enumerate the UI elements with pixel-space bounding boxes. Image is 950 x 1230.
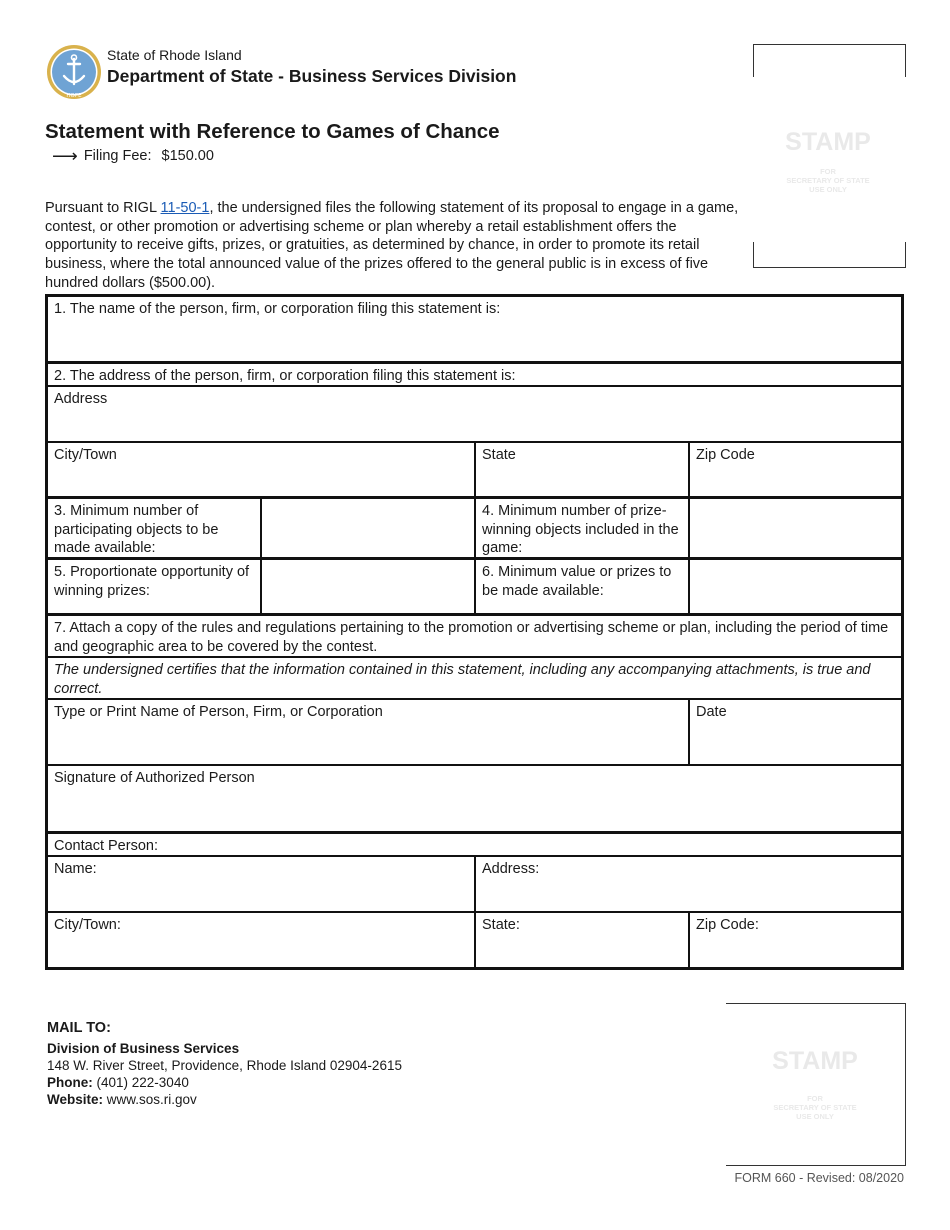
stamp-note-bottom-line2: SECRETARY OF STATE xyxy=(773,1103,857,1112)
stamp-note-top xyxy=(758,167,898,194)
filing-fee-amount: $150.00 xyxy=(161,148,214,164)
mail-to-heading: MAIL TO: xyxy=(47,1020,111,1036)
field-q3-input[interactable] xyxy=(262,499,474,557)
mail-street: 148 W. River Street, Providence, Rhode Island 02904-2615 xyxy=(47,1058,402,1073)
state-seal-icon xyxy=(46,44,102,100)
form-table xyxy=(45,294,904,970)
field-q6-input[interactable] xyxy=(690,560,901,613)
mail-division: Division of Business Services xyxy=(47,1041,240,1056)
mail-website-label: Website: xyxy=(47,1092,104,1107)
intro-text-before: Pursuant to RIGL xyxy=(45,200,161,216)
field-address[interactable]: Address xyxy=(54,391,108,407)
field-zip-code[interactable]: Zip Code xyxy=(696,447,755,463)
mail-website: www.sos.ri.gov xyxy=(106,1092,197,1107)
stamp-label-bottom: STAMP xyxy=(772,1047,858,1075)
field-q6-label: 6. Minimum value or prizes to be made available: xyxy=(482,564,672,599)
header-state: State of Rhode Island xyxy=(107,47,242,63)
filing-fee-label: Filing Fee: xyxy=(83,148,152,164)
field-contact-zip[interactable]: Zip Code: xyxy=(696,917,759,933)
mail-phone: (401) 222-3040 xyxy=(96,1075,189,1090)
stamp-note-line2: SECRETARY OF STATE xyxy=(786,176,870,185)
field-q5-input[interactable] xyxy=(262,560,474,613)
header-department: Department of State - Business Services Division xyxy=(107,66,517,86)
field-contact-name[interactable]: Name: xyxy=(54,861,97,877)
stamp-note-bottom-line3: USE ONLY xyxy=(796,1112,834,1121)
field-q7-attach: 7. Attach a copy of the rules and regulations pertaining to the promotion or advertising scheme or plan, including the period of time and geographic area to be covered by the contest. xyxy=(54,620,889,655)
stamp-label-top: STAMP xyxy=(785,128,871,156)
field-q2-heading: 2. The address of the person, firm, or corporation filing this statement is: xyxy=(54,368,516,384)
stamp-note-line1: FOR xyxy=(820,167,836,176)
field-q3-label: 3. Minimum number of participating objects to be made available: xyxy=(54,503,219,556)
certification-statement: The undersigned certifies that the information contained in this statement, including any accompanying attachments, is true and correct. xyxy=(54,662,871,697)
field-state[interactable]: State xyxy=(482,447,516,463)
intro-paragraph xyxy=(45,199,750,293)
stamp-note-bottom-line1: FOR xyxy=(807,1094,823,1103)
field-signature[interactable]: Signature of Authorized Person xyxy=(54,770,255,786)
stamp-box-bottom xyxy=(726,1003,906,1166)
page-title: Statement with Reference to Games of Chance xyxy=(45,120,500,143)
stamp-note-bottom xyxy=(745,1094,885,1121)
rigl-link[interactable]: 11-50-1 xyxy=(160,200,210,216)
seal-hope-text: HOPE xyxy=(66,93,82,99)
mail-phone-line xyxy=(47,1074,402,1091)
field-q4-input[interactable] xyxy=(690,499,901,557)
stamp-note-line3: USE ONLY xyxy=(809,185,847,194)
field-date[interactable]: Date xyxy=(696,704,727,720)
stamp-box-top xyxy=(753,44,906,77)
contact-person-heading: Contact Person: xyxy=(54,838,158,854)
field-q1-name[interactable]: 1. The name of the person, firm, or corporation filing this statement is: xyxy=(54,301,501,317)
mail-to-block xyxy=(47,1020,402,1108)
mail-phone-label: Phone: xyxy=(47,1075,93,1090)
arrow-right-icon: ⟶ xyxy=(52,146,78,166)
field-print-name[interactable]: Type or Print Name of Person, Firm, or Corporation xyxy=(54,704,383,720)
mail-website-line xyxy=(47,1091,402,1108)
field-q5-label: 5. Proportionate opportunity of winning prizes: xyxy=(54,564,250,599)
intro-text-after: , the undersigned files the following statement of its proposal to engage in a game, contest, or other promotion or advertising scheme or plan whereby a retail establishment offers the opportunity to receive gifts, prizes, or gratuities, as determined by chance, in order to promote its retail business, where the total announced value of the prizes offered to the general public is in excess of five hundred dollars ($500.00). xyxy=(45,200,739,291)
field-city-town[interactable]: City/Town xyxy=(54,447,117,463)
stamp-box-top-bottom xyxy=(753,242,906,268)
field-contact-address[interactable]: Address: xyxy=(482,861,540,877)
field-q4-label: 4. Minimum number of prize-winning objects included in the game: xyxy=(482,503,679,556)
form-number: FORM 660 - Revised: 08/2020 xyxy=(734,1171,904,1185)
field-contact-state[interactable]: State: xyxy=(482,917,520,933)
filing-fee xyxy=(52,148,214,164)
field-contact-city[interactable]: City/Town: xyxy=(54,917,121,933)
